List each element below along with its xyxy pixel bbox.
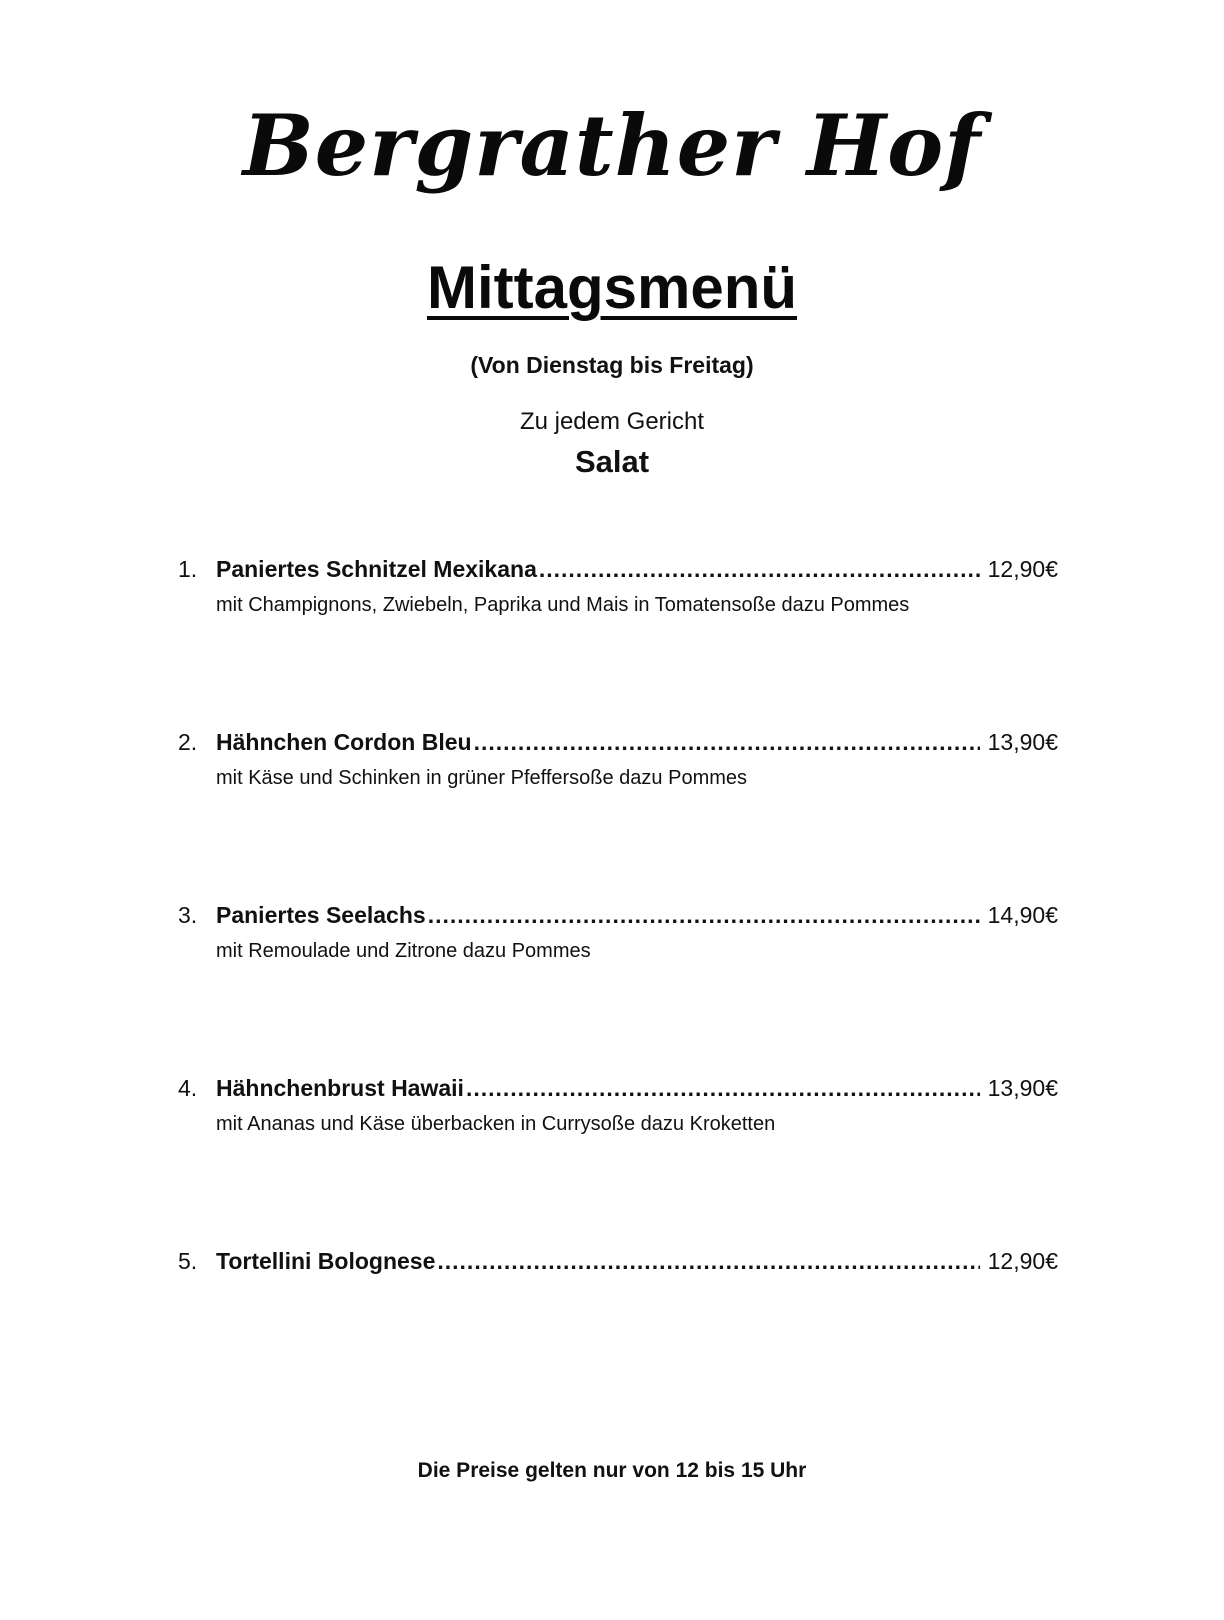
menu-item-price: 12,90€ xyxy=(987,556,1058,582)
dot-leader xyxy=(474,726,980,758)
menu-item xyxy=(178,1072,1058,1138)
dot-leader xyxy=(428,899,980,931)
menu-item-line xyxy=(178,726,1058,758)
menu-item-name: Tortellini Bolognese xyxy=(216,1248,436,1274)
menu-item-description: mit Ananas und Käse überbacken in Currysoße dazu Kroketten xyxy=(216,1113,776,1135)
menu-item-number: 4. xyxy=(178,1075,198,1101)
dot-leader xyxy=(466,1072,980,1104)
menu-title-text: Mittagsmenü xyxy=(426,254,798,321)
restaurant-name: Bergrather Hof xyxy=(242,96,982,195)
menu-item-price: 13,90€ xyxy=(987,729,1058,755)
menu-item-description: mit Käse und Schinken in grüner Pfeffersoße dazu Pommes xyxy=(216,767,748,789)
dot-leader xyxy=(539,553,980,585)
menu-item xyxy=(178,899,1058,965)
menu-item-description: mit Remoulade und Zitrone dazu Pommes xyxy=(216,940,591,962)
menu-item-price: 14,90€ xyxy=(987,902,1058,928)
menu-item xyxy=(178,1245,1058,1283)
dot-leader xyxy=(437,1245,979,1277)
price-validity-note: Die Preise gelten nur von 12 bis 15 Uhr xyxy=(417,1459,807,1482)
menu-item-number: 3. xyxy=(178,902,198,928)
menu-title xyxy=(0,250,1224,326)
menu-item-line xyxy=(178,553,1058,585)
menu-item-number: 1. xyxy=(178,556,198,582)
menu-item-line xyxy=(178,899,1058,931)
included-label: Zu jedem Gericht xyxy=(519,408,705,435)
menu-item-number: 2. xyxy=(178,729,198,755)
menu-item-name: Paniertes Schnitzel Mexikana xyxy=(216,556,537,582)
availability-days: (Von Dienstag bis Freitag) xyxy=(470,352,754,378)
menu-item-name: Paniertes Seelachs xyxy=(216,902,426,928)
menu-item-price: 13,90€ xyxy=(987,1075,1058,1101)
menu-item-name: Hähnchen Cordon Bleu xyxy=(216,729,472,755)
menu-item-description: mit Champignons, Zwiebeln, Paprika und Mais in Tomatensoße dazu Pommes xyxy=(216,594,910,616)
included-item: Salat xyxy=(574,444,650,479)
menu-item-price: 12,90€ xyxy=(987,1248,1058,1274)
menu-item-number: 5. xyxy=(178,1248,198,1274)
menu-item xyxy=(178,726,1058,792)
menu-item-name: Hähnchenbrust Hawaii xyxy=(216,1075,464,1101)
menu-item xyxy=(178,553,1058,619)
menu-item-line xyxy=(178,1245,1058,1277)
menu-item-line xyxy=(178,1072,1058,1104)
